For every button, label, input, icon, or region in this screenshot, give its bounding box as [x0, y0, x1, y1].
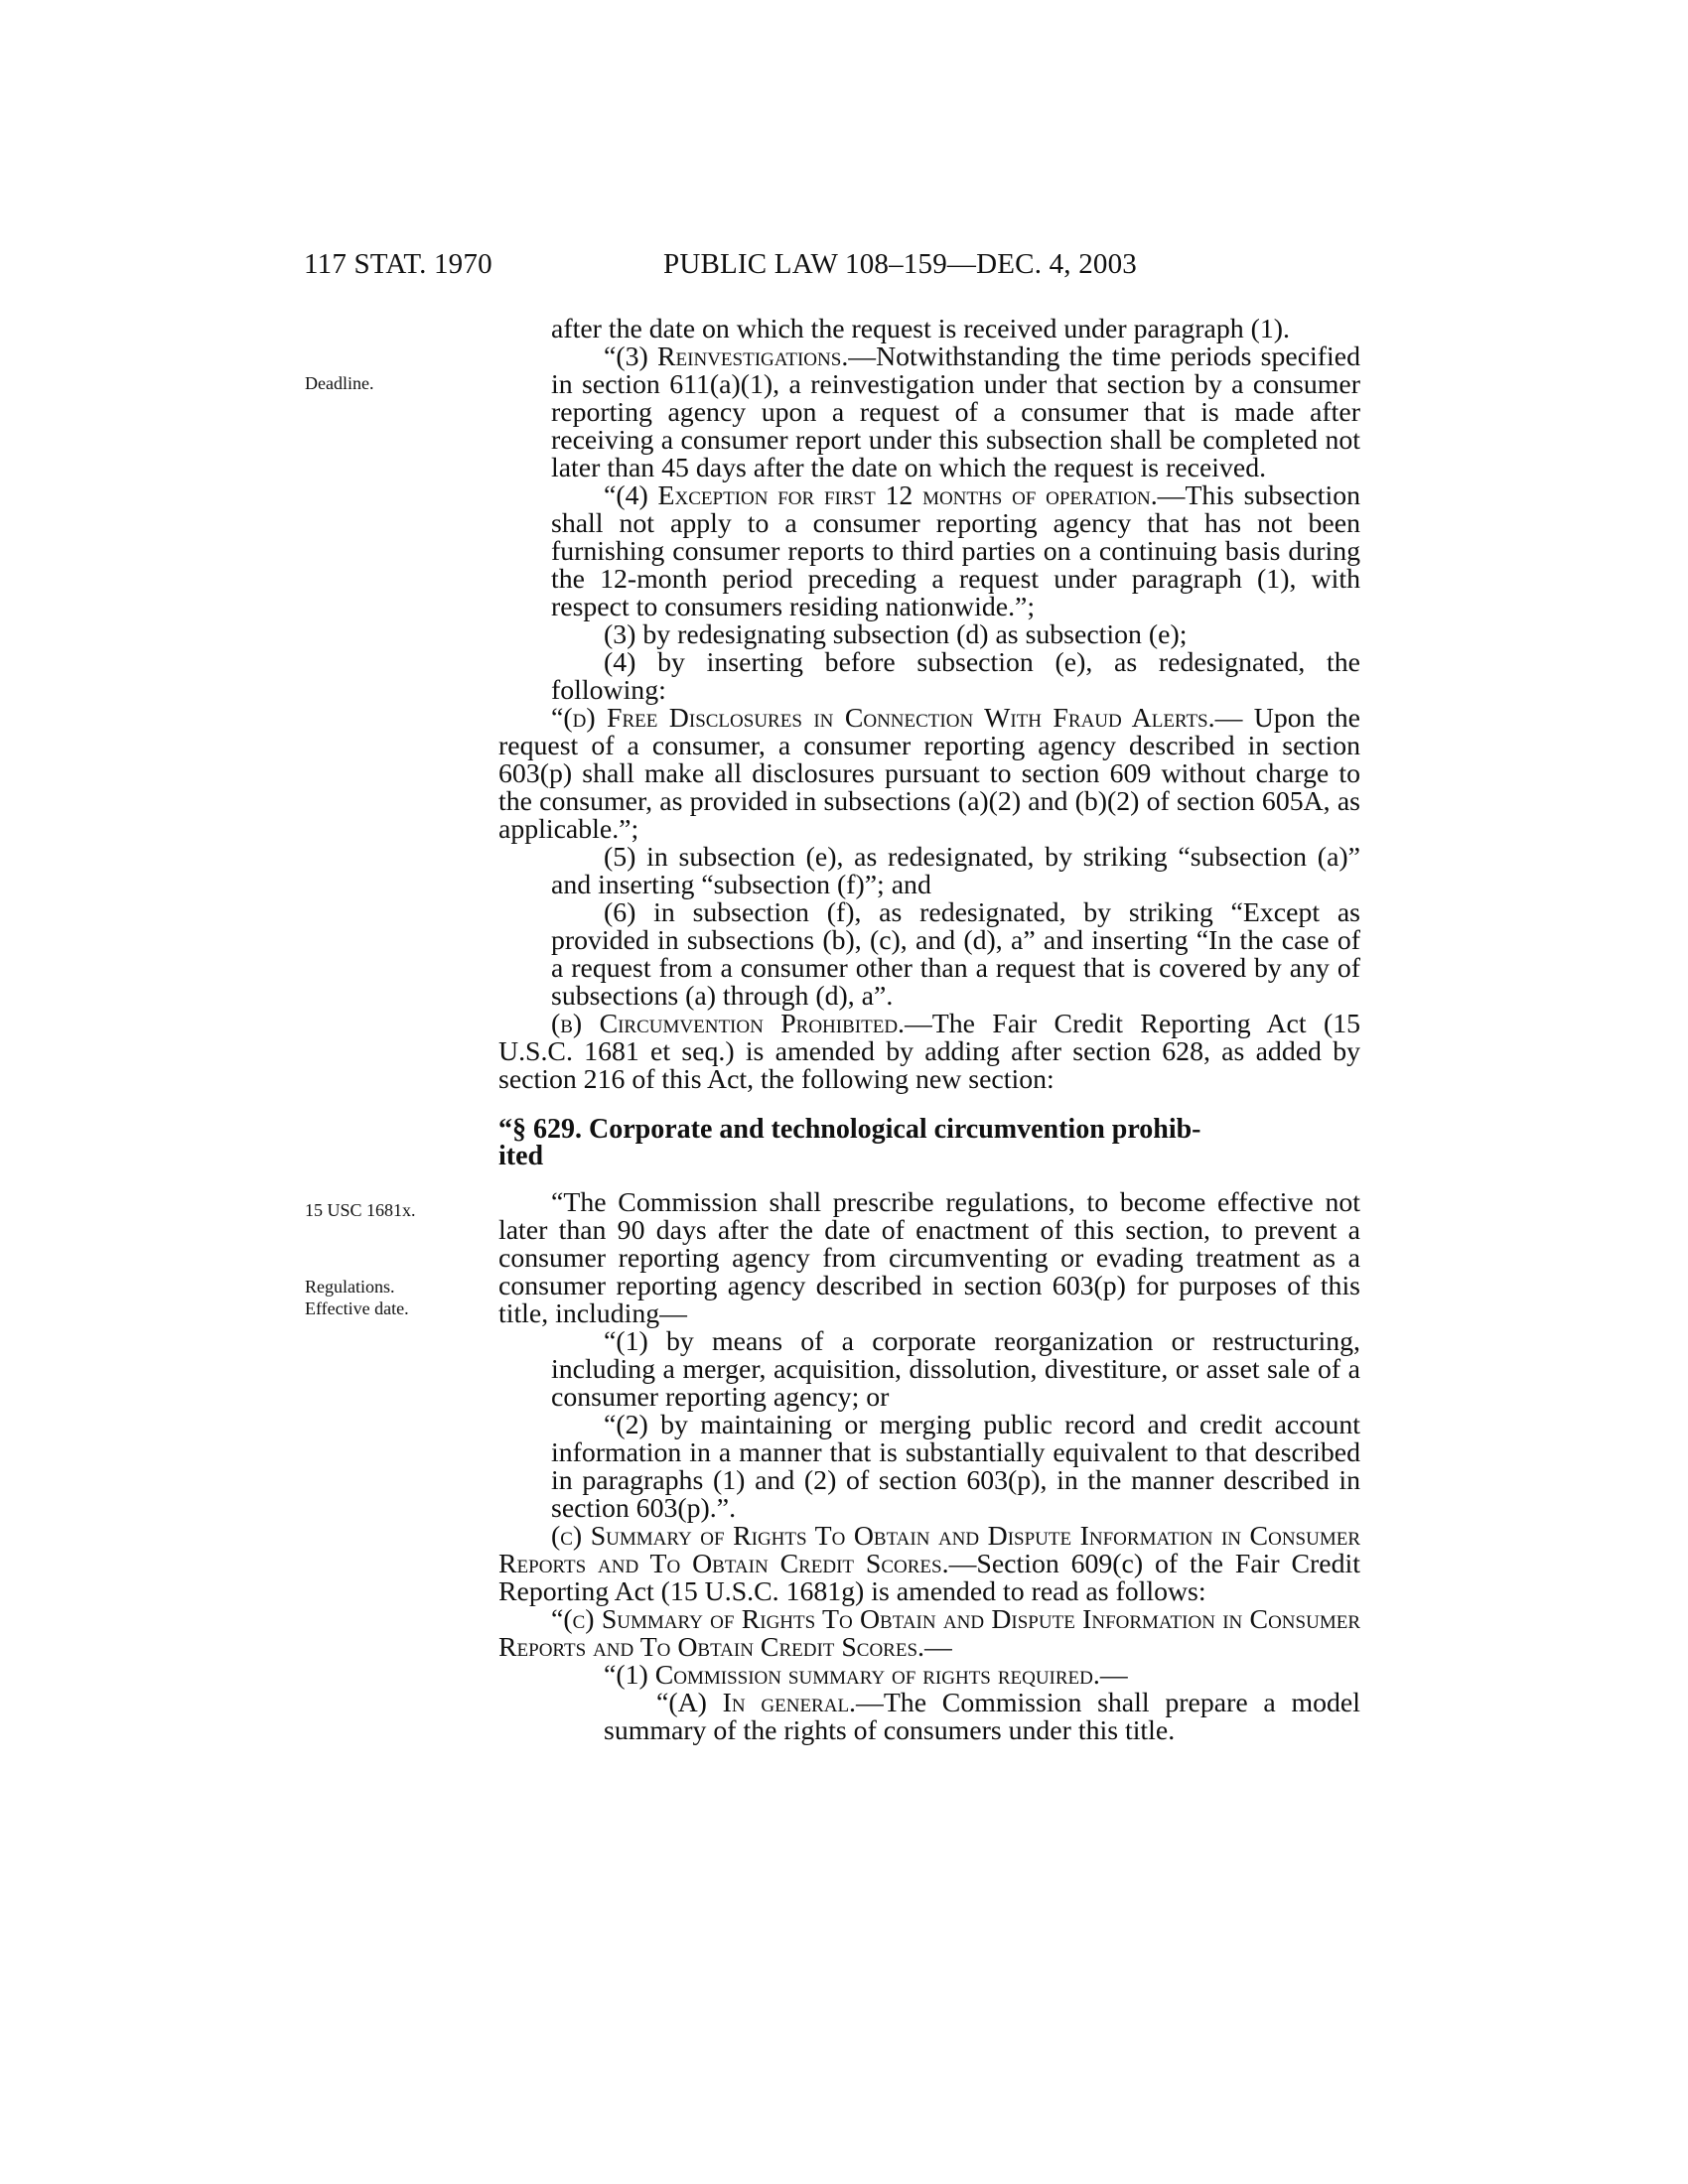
margin-note-usc: 15 USC 1681x.: [305, 1200, 416, 1220]
paragraph-summary-of-rights: (c) Summary of Rights To Obtain and Dispute Information in Consumer Reports and To Obtain Credit Scores.—Section 609(c) of the Fair Credit Reporting Act (15 U.S.C. 1681g) is amended to read as follows:: [498, 1521, 1360, 1607]
paragraph-item-5: (5) in subsection (e), as redesignated, by striking “subsection (a)” and inserting “subsection (f)”; and: [551, 842, 1360, 900]
paragraph-free-disclosures: “(d) Free Disclosures in Connection With Fraud Alerts.— Upon the request of a consumer, a consumer reporting agency described in section 603(p) shall make all disclosures pursuant to section 609 without charge to the consumer, as provided in subsections (a)(2) and (b)(2) of section 605A, as applicable.”;: [498, 703, 1360, 845]
paragraph: after the date on which the request is received under paragraph (1).: [551, 314, 1291, 344]
paragraph-summary-heading: “(c) Summary of Rights To Obtain and Dispute Information in Consumer Reports and To Obtain Credit Scores.—: [498, 1604, 1360, 1663]
paragraph-circumvention: (b) Circumvention Prohibited.—The Fair Credit Reporting Act (15 U.S.C. 1681 et seq.) is amended by adding after section 628, as added by section 216 of this Act, the following new section:: [498, 1009, 1361, 1095]
paragraph-sub-2: “(2) by maintaining or merging public record and credit account information in a manner that is substantially equivalent to that described in paragraphs (1) and (2) of section 603(p), in the manner described in section 603(p).”.: [551, 1410, 1360, 1524]
running-head: [0, 248, 1688, 288]
paragraph-in-general: “(A) In general.—The Commission shall prepare a model summary of the rights of consumers under this title.: [604, 1688, 1360, 1746]
section-heading: “§ 629. Corporate and technological circumvention prohib- ited: [498, 1114, 1201, 1171]
paragraph-exception: “(4) Exception for first 12 months of operation.—This subsection shall not apply to a consumer reporting agency that has not been furnishing consumer reports to third parties on a continuing basis during the 12-month period preceding a request under paragraph (1), with respect to consumers residing nationwide.”;: [551, 480, 1361, 622]
paragraph-sub-1: “(1) by means of a corporate reorganization or restructuring, including a merger, acquisition, dissolution, divestiture, or asset sale of a consumer reporting agency; or: [551, 1326, 1360, 1413]
paragraph-item-6: (6) in subsection (f), as redesignated, by striking “Except as provided in subsections (b), (c), and (d), a” and inserting “In the case of a request from a consumer other than a request that is covered by any of subsections (a) through (d), a”.: [551, 897, 1360, 1012]
margin-note-deadline: Deadline.: [305, 373, 374, 393]
paragraph-item-4: (4) by inserting before subsection (e), as redesignated, the following:: [551, 647, 1360, 706]
paragraph-commission: “The Commission shall prescribe regulations, to become effective not later than 90 days after the date of enactment of this section, to prevent a consumer reporting agency from circumventing or evading treatment as a consumer reporting agency described in section 603(p) for purposes of this title, including—: [498, 1187, 1360, 1329]
page-title: PUBLIC LAW 108–159—DEC. 4, 2003: [663, 248, 1138, 280]
paragraph-reinvestigations: “(3) Reinvestigations.—Notwithstanding the time periods specified in section 611(a)(1), a reinvestigation under that section by a consumer reporting agency upon a request of a consumer that is made after receiving a consumer report under this subsection shall be completed not later than 45 days after the date on which the request is received.: [551, 341, 1360, 483]
paragraph-commission-summary: “(1) Commission summary of rights required.—: [604, 1660, 1128, 1691]
document-body: [498, 316, 1360, 1745]
margin-note-regulations: Regulations. Effective date.: [305, 1277, 409, 1318]
paragraph-item-3: (3) by redesignating subsection (d) as subsection (e);: [604, 619, 1188, 650]
page-reference: 117 STAT. 1970: [304, 248, 492, 280]
